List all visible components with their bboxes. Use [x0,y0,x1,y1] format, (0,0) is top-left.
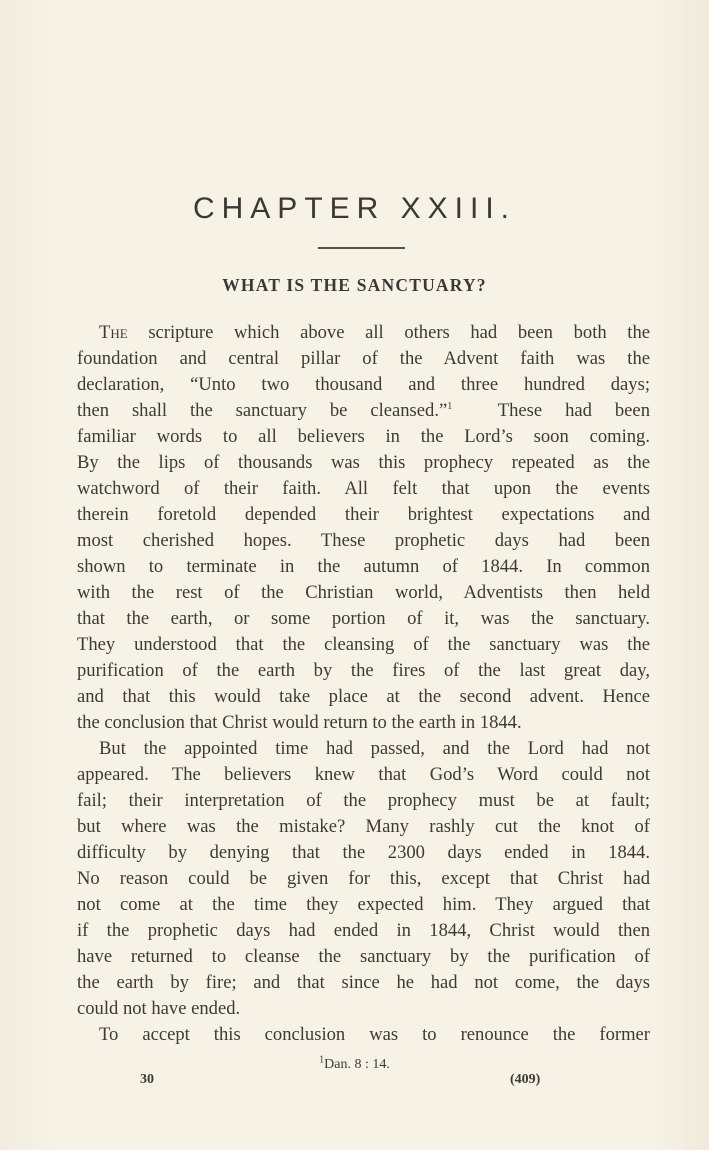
text-line: therein foretold depended their brightest expectations and [77,504,650,525]
text-line: foundation and central pillar of the Advent faith was the [77,348,650,369]
text-line: declaration, “Unto two thousand and three hundred days; [77,374,650,395]
text-line [77,320,650,346]
text-line: But the appointed time had passed, and the Lord had not [99,738,650,759]
text-line: most cherished hopes. These prophetic days had been [77,530,650,551]
text-line: if the prophetic days had ended in 1844, Christ would then [77,920,650,941]
footnote-marker: 1 [319,1054,325,1066]
text-line: purification of the earth by the fires of the last great day, [77,660,650,681]
body-text [77,320,650,1048]
text-line: appeared. The believers knew that God’s Word could not [77,764,650,785]
text-line: that the earth, or some portion of it, was the sanctuary. [77,608,650,629]
text-line: To accept this conclusion was to renounce the former [99,1024,650,1045]
signature-mark: 30 [140,1072,154,1087]
line-text: scripture which above all others had been both the [127,322,650,343]
text-line: the earth by fire; and that since he had not come, the days [77,972,650,993]
line-text: These had been [452,400,650,421]
drop-word: The [99,322,128,343]
text-line: No reason could be given for this, except that Christ had [77,868,650,889]
text-line: the conclusion that Christ would return to the earth in 1844. [77,712,522,733]
text-line [77,398,650,424]
page-number: (409) [510,1072,541,1087]
text-line: By the lips of thousands was this prophecy repeated as the [77,452,650,473]
text-line: watchword of their faith. All felt that upon the events [77,478,650,499]
text-line: and that this would take place at the second advent. Hence [77,686,650,707]
text-line: familiar words to all believers in the Lord’s soon coming. [77,426,650,447]
text-line: not come at the time they expected him. They argued that [77,894,650,915]
footnote-text: Dan. 8 : 14. [324,1057,390,1072]
section-title: WHAT IS THE SANCTUARY? [222,275,487,295]
footnote-ref: 1 [447,400,453,412]
text-line: have returned to cleanse the sanctuary by the purification of [77,946,650,967]
text-line: difficulty by denying that the 2300 days ended in 1844. [77,842,650,863]
text-line: fail; their interpretation of the prophecy must be at fault; [77,790,650,811]
text-line: could not have ended. [77,998,241,1019]
text-line: but where was the mistake? Many rashly cut the knot of [77,816,650,837]
text-line: They understood that the cleansing of the sanctuary was the [77,634,650,655]
text-line: shown to terminate in the autumn of 1844. In common [77,556,650,577]
footnote [0,1054,709,1073]
line-text: then shall the sanctuary be cleansed.” [77,400,448,421]
text-line: with the rest of the Christian world, Adventists then held [77,582,650,603]
chapter-title: CHAPTER XXIII. [192,192,517,225]
title-divider [318,247,405,249]
